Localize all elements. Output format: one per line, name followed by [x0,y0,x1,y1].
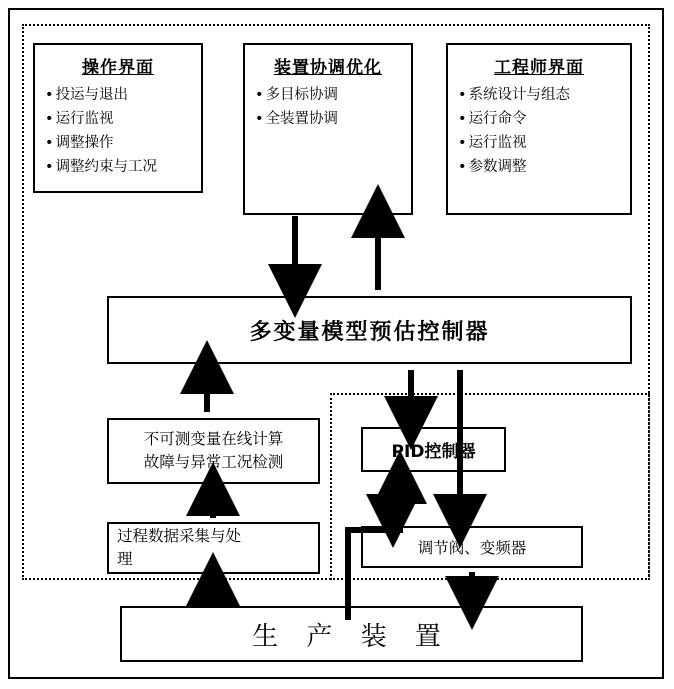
list-item: • 投运与退出 [45,84,201,108]
engineer-interface-title: 工程师界面 [494,58,584,78]
operator-interface-list [35,84,201,180]
actuator-label: 调节阀、变频器 [417,539,527,557]
box-engineer-interface[interactable] [446,43,632,215]
soft-sensor-text [109,420,318,482]
list-item: • 系统设计与组态 [458,84,630,108]
box-data-acquisition[interactable] [107,522,320,574]
box-operator-interface[interactable] [33,43,203,193]
box-plant-coordination[interactable] [243,43,413,215]
plant-coordination-list [245,84,411,132]
list-item: • 运行命令 [458,108,630,132]
list-item: • 参数调整 [458,156,630,180]
data-acquisition-line2: 理 [117,550,133,568]
production-unit-label: 生 产 装 置 [252,621,451,652]
list-item: • 多目标协调 [255,84,411,108]
pid-controller-label: PID控制器 [391,442,476,462]
list-item: • 调整操作 [45,132,201,156]
mpc-controller-label: 多变量模型预估控制器 [249,319,490,345]
box-actuator[interactable] [361,526,583,568]
engineer-interface-list [448,84,630,180]
box-production-unit[interactable] [120,606,583,662]
soft-sensor-line1: 不可测变量在线计算 [143,429,284,448]
list-item: • 调整约束与工况 [45,156,201,180]
list-item: • 运行监视 [45,108,201,132]
plant-coordination-title: 装置协调优化 [274,58,382,78]
data-acquisition-line1: 过程数据采集与处 [117,526,242,545]
box-mpc-controller[interactable] [107,296,632,364]
box-pid-controller[interactable] [361,427,506,472]
list-item: • 全装置协调 [255,108,411,132]
box-soft-sensor[interactable] [107,418,320,484]
operator-interface-title: 操作界面 [82,58,154,78]
list-item: • 运行监视 [458,132,630,156]
soft-sensor-line2: 故障与异常工况检测 [143,453,284,471]
data-acquisition-text [109,524,318,572]
